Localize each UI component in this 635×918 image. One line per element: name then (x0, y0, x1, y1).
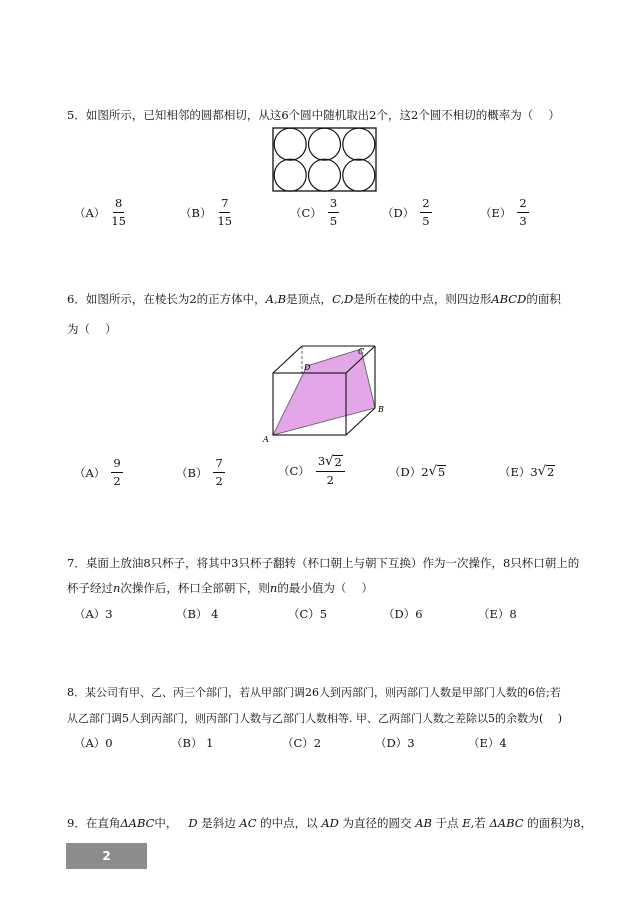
math-variable: ΔABC (120, 816, 155, 830)
fraction-numerator: 7 (213, 458, 224, 473)
option-label: （A） (74, 205, 106, 220)
q8-line2: 从乙部门调5人到丙部门，则丙部门人数与乙部门人数相等. 甲、乙两部门人数之差除以5的余数为( ) (67, 712, 563, 725)
fraction-numerator (316, 455, 345, 472)
q5-stem: 5．如图所示，已知相邻的圆都相切，从这6个圆中随机取出2个，这2个圆不相切的概率为（ ） (67, 108, 560, 122)
q7-option-a[interactable]: （A）3 (74, 607, 113, 621)
option-label: （B） (180, 205, 212, 220)
option-label: （E） (499, 465, 531, 479)
q8-option-b[interactable]: （B） 1 (171, 736, 214, 750)
radicand: 5 (437, 465, 446, 480)
math-variable: n (269, 581, 278, 595)
q7-line1: 7．桌面上放油8只杯子，将其中3只杯子翻转（杯口朝上与朝下互换）作为一次操作，8只杯口朝上的 (67, 556, 580, 570)
fraction-denominator: 5 (422, 213, 430, 228)
fraction-denominator: 3 (519, 213, 527, 228)
fraction-numerator: 2 (420, 198, 431, 213)
math-variable: AB (415, 816, 432, 830)
text-segment: 6．如图所示，在棱长为2的正方体中， (67, 292, 266, 306)
math-variable: D (188, 816, 198, 830)
q7-line2 (67, 580, 373, 596)
label-b: B (378, 405, 384, 414)
math-variable: n (113, 581, 121, 595)
text-segment: 是顶点， (286, 292, 333, 306)
q9-stem (67, 815, 592, 831)
math-variable: A,B (265, 292, 287, 306)
q7-option-d[interactable]: （D）6 (383, 607, 423, 621)
math-variable: AD (321, 816, 339, 830)
q8-option-a[interactable]: （A）0 (74, 736, 113, 750)
sqrt-symbol: √ 2 (537, 464, 555, 480)
math-variable: AC (239, 816, 257, 830)
text-segment: 的最小值为（ ） (277, 581, 373, 595)
option-label: （C） (290, 205, 322, 220)
fraction-denominator: 2 (326, 472, 334, 487)
text-segment: 为直径的圆交 (342, 816, 412, 830)
math-variable: ABCD (491, 292, 527, 306)
q6-option-d[interactable] (389, 464, 446, 480)
option-label: （D） (382, 205, 415, 220)
fraction-denominator: 5 (329, 213, 338, 228)
math-variable: C,D (332, 292, 354, 306)
q7-option-b[interactable]: （B） 4 (176, 607, 219, 621)
q6-stem-line1 (67, 291, 561, 307)
option-label: （A） (74, 465, 106, 480)
math-variable: ΔABC (489, 816, 524, 830)
fraction-numerator: 7 (219, 198, 230, 213)
text-segment: 次操作后，杯口全部朝下，则 (120, 581, 270, 595)
text-segment: 杯子经过 (67, 581, 113, 595)
q8-line1: 8．某公司有甲、乙、丙三个部门，若从甲部门调26人到丙部门，则丙部门人数是甲部门人数的6倍;若 (67, 686, 561, 699)
fraction-numerator: 3 (328, 198, 339, 213)
q5-option-d[interactable] (382, 198, 432, 227)
coefficient: 2 (421, 465, 429, 479)
q8-option-e[interactable]: （E）4 (468, 736, 507, 750)
q6-option-e[interactable] (499, 464, 555, 480)
q6-option-c[interactable] (278, 455, 345, 486)
math-variable: E (462, 816, 471, 830)
fraction-denominator: 15 (111, 213, 126, 228)
sqrt-symbol: √ 2 (325, 454, 342, 469)
coefficient: 3 (317, 454, 326, 468)
text-segment: 中， (154, 816, 178, 830)
coefficient: 3 (530, 465, 538, 479)
radicand: 2 (334, 455, 342, 469)
page-number-badge (66, 843, 147, 869)
q8-option-d[interactable]: （D）3 (375, 736, 415, 750)
label-c: C (358, 347, 365, 356)
sqrt-symbol: √ 5 (428, 464, 446, 480)
q5-option-b[interactable] (180, 198, 232, 227)
fraction-denominator: 15 (217, 213, 233, 228)
page-number: 2 (102, 849, 111, 863)
text-segment: ,若 (470, 816, 486, 830)
fraction-numerator: 8 (113, 198, 124, 213)
q6-stem-line2: 为（ ） (67, 322, 117, 336)
option-label: （C） (278, 463, 310, 478)
text-segment: 的中点，以 (260, 816, 318, 830)
text-segment: 于点 (435, 816, 459, 830)
text-segment: 是所在棱的中点，则四边形 (353, 292, 492, 306)
fraction-denominator: 2 (113, 473, 121, 488)
label-d: D (304, 363, 311, 372)
q5-option-c[interactable] (290, 198, 339, 227)
q7-option-e[interactable]: （E）8 (478, 607, 517, 621)
q7-option-c[interactable]: （C）5 (288, 607, 328, 621)
radicand: 2 (547, 465, 555, 480)
fraction-numerator: 9 (111, 458, 122, 473)
fraction-numerator: 2 (517, 198, 528, 213)
option-label: （B） (176, 465, 208, 480)
option-label: （E） (480, 205, 512, 220)
label-a: A (263, 435, 269, 444)
q6-option-a[interactable] (74, 458, 123, 487)
q6-option-b[interactable] (176, 458, 225, 487)
option-label: （D） (389, 465, 422, 479)
q5-option-e[interactable] (480, 198, 529, 227)
text-segment: 9．在直角 (67, 816, 121, 830)
q6-cube-figure (262, 338, 392, 446)
text-segment: 是斜边 (201, 816, 236, 830)
text-segment: 的面积为8， (527, 816, 593, 830)
text-segment: 的面积 (526, 292, 561, 306)
fraction-denominator: 2 (215, 473, 223, 488)
q5-circles-figure (272, 127, 378, 193)
q5-option-a[interactable] (74, 198, 126, 227)
q8-option-c[interactable]: （C）2 (282, 736, 322, 750)
